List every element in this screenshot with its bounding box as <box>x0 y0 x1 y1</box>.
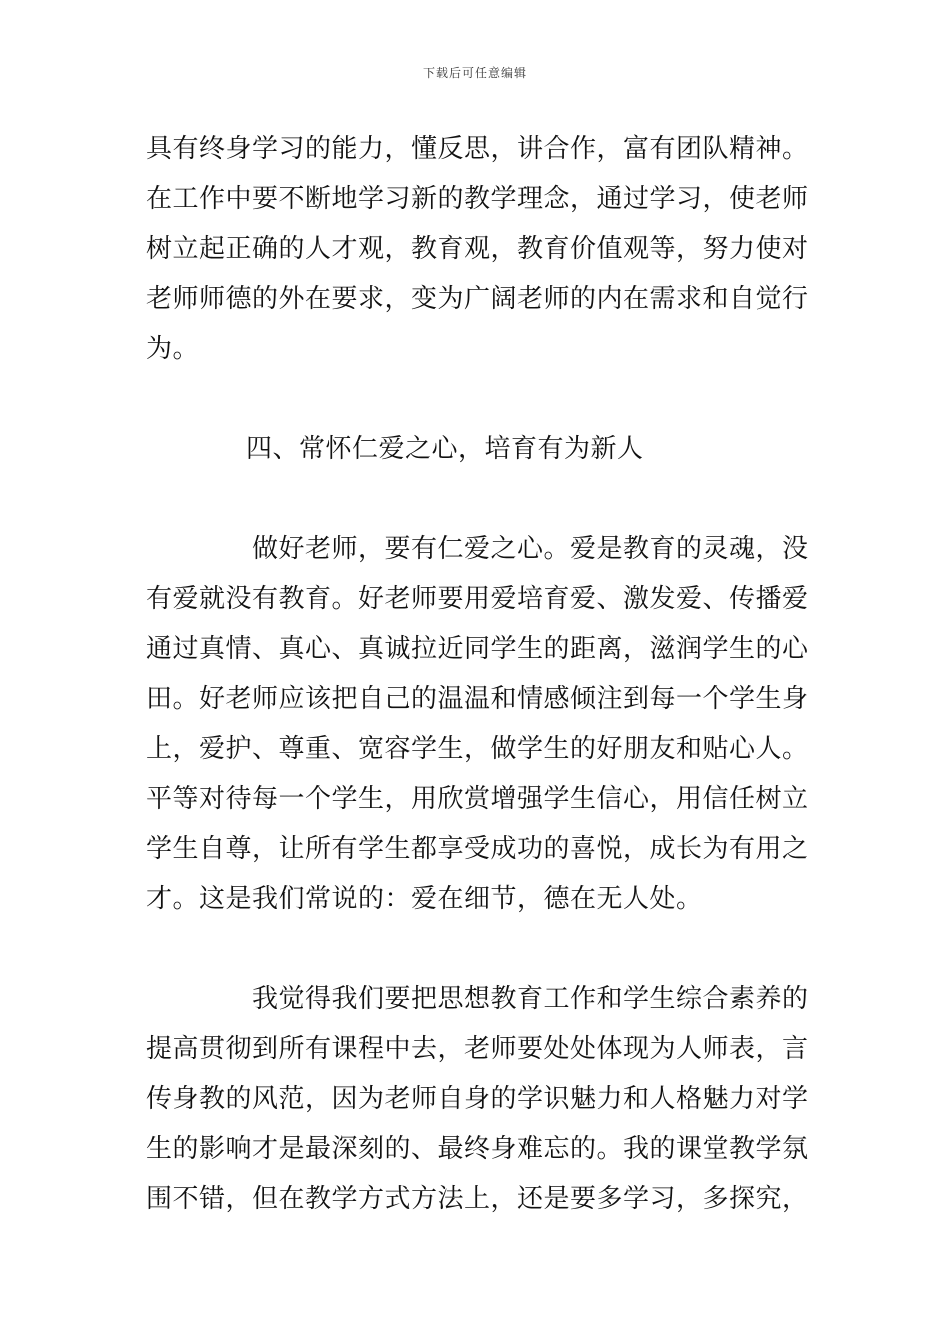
paragraph-line: 为。 <box>146 334 200 364</box>
paragraph-line: 在工作中要不断地学习新的教学理念，通过学习，使老师 <box>146 184 809 214</box>
paragraph-line: 上，爱护、尊重、宽容学生，做学生的好朋友和贴心人。 <box>146 734 809 764</box>
paragraph-line: 有爱就没有教育。好老师要用爱培育爱、激发爱、传播爱 <box>146 584 809 614</box>
paragraph-line: 传身教的风范，因为老师自身的学识魅力和人格魅力对学 <box>146 1084 809 1114</box>
paragraph-line: 通过真情、真心、真诚拉近同学生的距离，滋润学生的心 <box>146 634 809 664</box>
paragraph-line: 提高贯彻到所有课程中去，老师要处处体现为人师表，言 <box>146 1034 809 1064</box>
paragraph-line: 我觉得我们要把思想教育工作和学生综合素养的 <box>252 984 809 1014</box>
page-header: 下载后可任意编辑 <box>422 66 527 80</box>
paragraph-line: 才。这是我们常说的：爱在细节，德在无人处。 <box>146 884 703 914</box>
paragraph-line: 围不错，但在教学方式方法上，还是要多学习，多探究， <box>146 1184 809 1214</box>
paragraph-line: 老师师德的外在要求，变为广阔老师的内在需求和自觉行 <box>146 284 809 314</box>
paragraph-line: 生的影响才是最深刻的、最终身难忘的。我的课堂教学氛 <box>146 1134 809 1164</box>
paragraph-line: 平等对待每一个学生，用欣赏增强学生信心，用信任树立 <box>146 784 809 814</box>
paragraph-line: 田。好老师应该把自己的温温和情感倾注到每一个学生身 <box>146 684 809 714</box>
paragraph-line: 具有终身学习的能力，懂反思，讲合作，富有团队精神。 <box>146 134 809 164</box>
paragraph-line: 树立起正确的人才观，教育观，教育价值观等，努力使对 <box>146 234 809 264</box>
section-heading: 四、常怀仁爱之心，培育有为新人 <box>246 434 644 464</box>
paragraph-line: 做好老师，要有仁爱之心。爱是教育的灵魂，没 <box>252 534 809 564</box>
paragraph-line: 学生自尊，让所有学生都享受成功的喜悦，成长为有用之 <box>146 834 809 864</box>
